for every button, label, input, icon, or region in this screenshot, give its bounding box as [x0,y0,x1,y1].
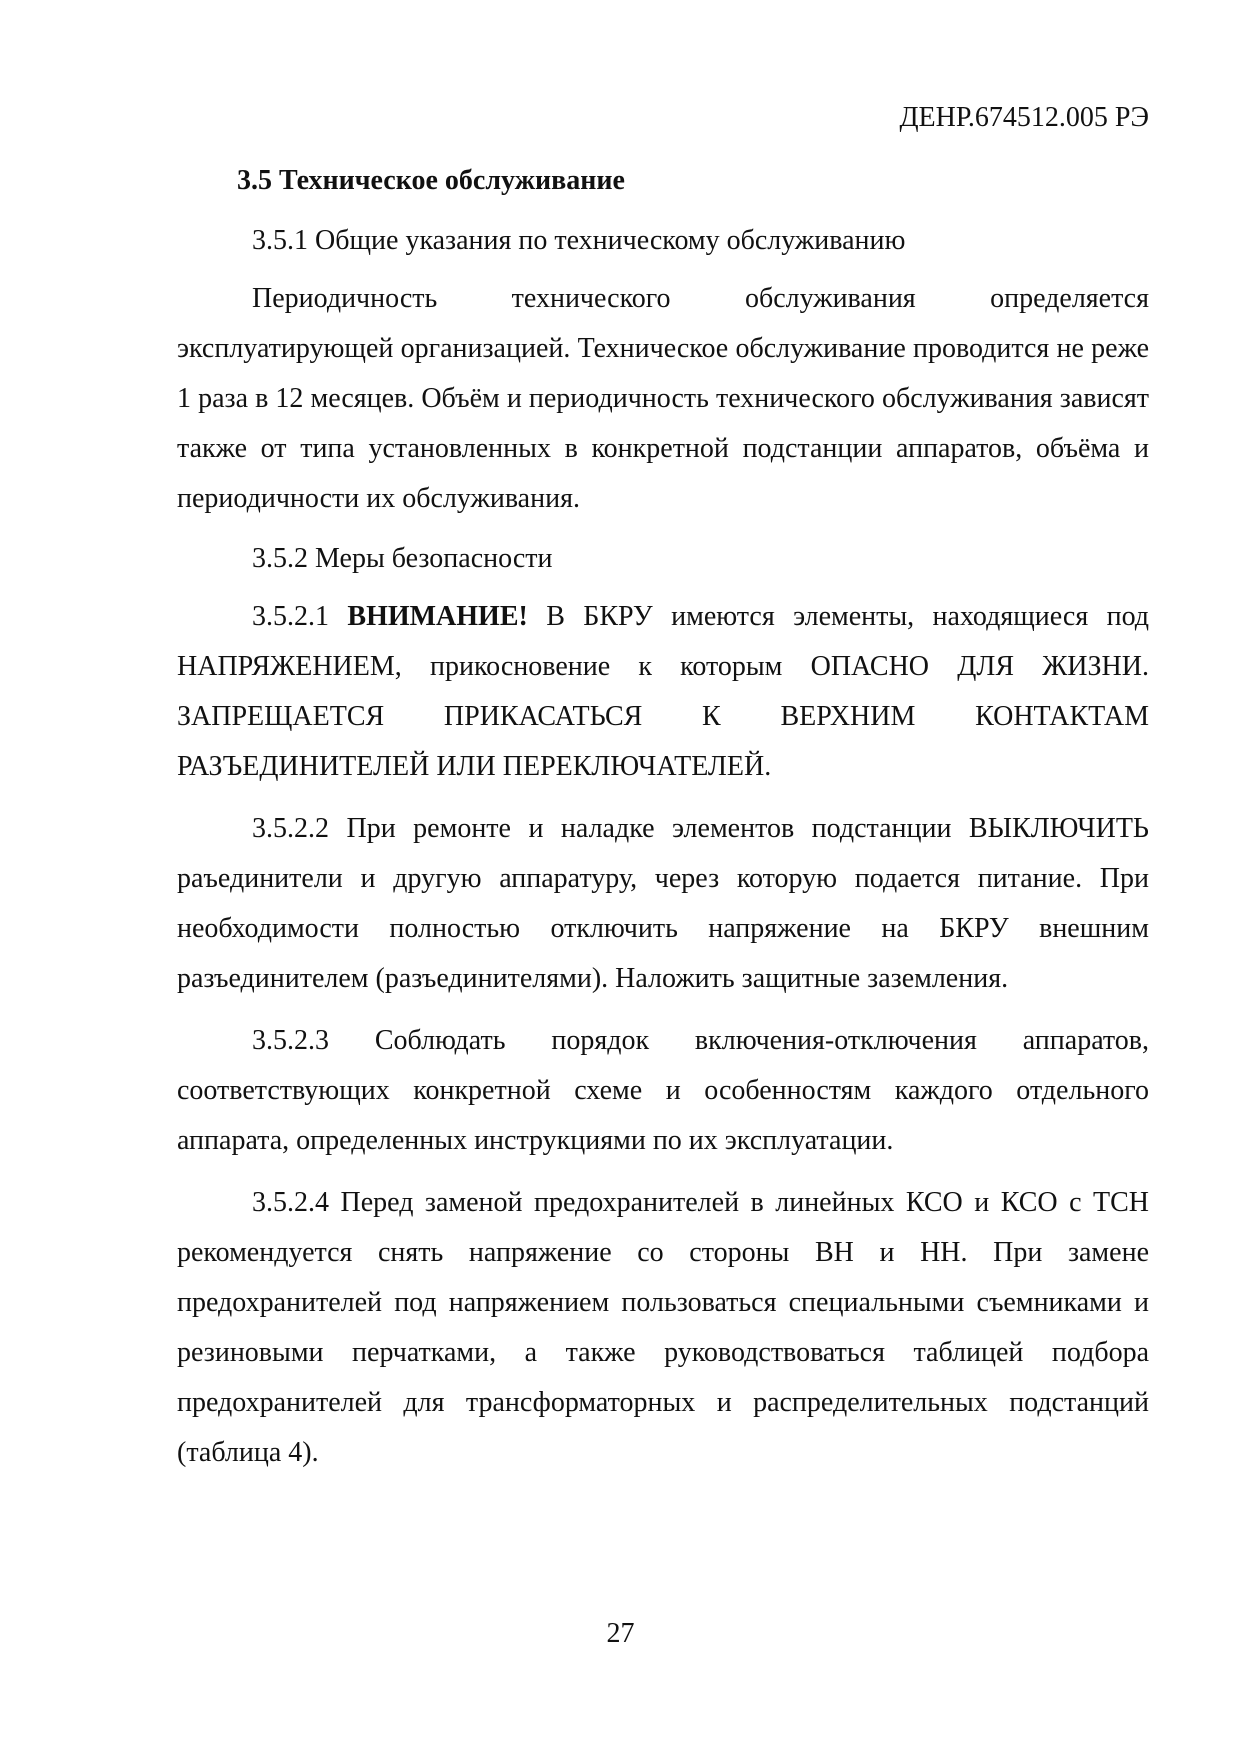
paragraph-maintenance-periodicity: Периодичность технического обслуживания определяется эксплуатирующей организацией. Техническое обслуживание проводится не реже 1 раза в 12 месяцев. Объём и периодичность технического обслуживания зависят также от типа установленных в конкретной подстанции аппаратов, объёма и периодичности их обслуживания. [177,283,1149,514]
item-number: 3.5.2.1 [252,601,329,632]
paragraph-repair-shutdown: 3.5.2.2 При ремонте и наладке элементов подстанции ВЫКЛЮЧИТЬ раъединители и другую аппаратуру, через которую подается питание. При необходимости полностью отключить напряжение на БКРУ внешним разъединителем (разъединителями). Наложить защитные заземления. [177,813,1149,994]
subsection-title-general: 3.5.1 Общие указания по техническому обслуживанию [252,225,906,256]
page-number: 27 [606,1618,635,1649]
section-title: 3.5 Техническое обслуживание [237,165,625,196]
subsection-title-safety: 3.5.2 Меры безопасности [252,543,553,574]
document-code: ДЕНР.674512.005 РЭ [899,102,1149,133]
page-content [177,162,1149,1478]
paragraph-safety-warning [177,592,1149,792]
warning-label: ВНИМАНИЕ! [347,601,528,632]
warning-text: В БКРУ имеются элементы, находящиеся под НАПРЯЖЕНИЕМ, прикосновение к которым ОПАСНО ДЛЯ ЖИЗНИ. ЗАПРЕЩАЕТСЯ ПРИКАСАТЬСЯ К ВЕРХНИМ КОНТАКТАМ РАЗЪЕДИНИТЕЛЕЙ ИЛИ ПЕРЕКЛЮЧАТЕЛЕЙ. [177,601,1150,782]
paragraph-fuse-replacement: 3.5.2.4 Перед заменой предохранителей в линейных КСО и КСО с ТСН рекомендуется снять напряжение со стороны ВН и НН. При замене предохранителей под напряжением пользоваться специальными съемниками и резиновыми перчатками, а также руководствоваться таблицей подбора предохранителей для трансформаторных и распределительных подстанций (таблица 4). [177,1187,1149,1468]
paragraph-switching-order: 3.5.2.3 Соблюдать порядок включения-отключения аппаратов, соответствующих конкретной схеме и особенностям каждого отдельного аппарата, определенных инструкциями по их эксплуатации. [177,1025,1149,1156]
